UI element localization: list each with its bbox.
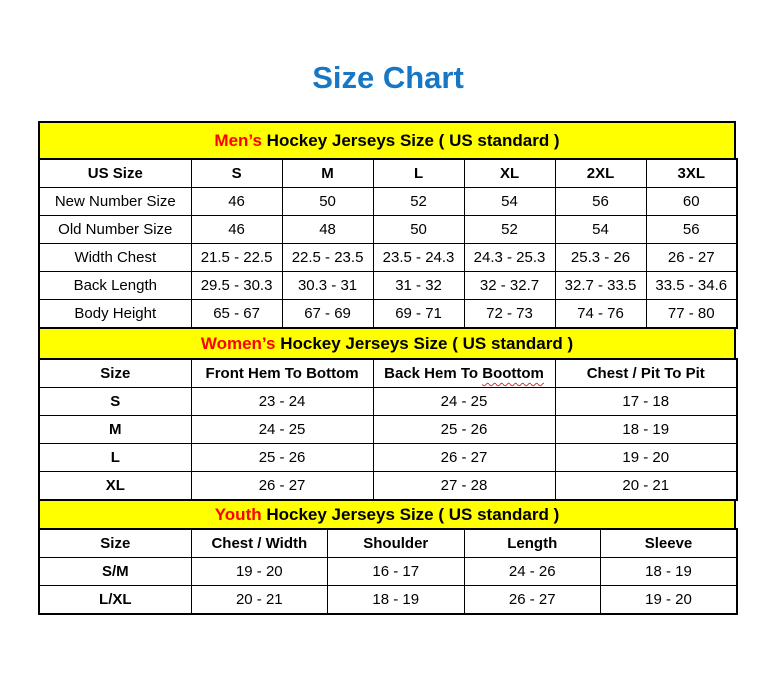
column-header: US Size bbox=[39, 159, 191, 188]
size-value: 26 - 27 bbox=[646, 244, 737, 272]
column-header: Sleeve bbox=[600, 529, 737, 558]
youth-size-table bbox=[38, 528, 738, 615]
table-row bbox=[39, 244, 737, 272]
header-row bbox=[39, 529, 737, 558]
row-label: S bbox=[39, 388, 191, 416]
table-row bbox=[39, 272, 737, 300]
band-category-label: Women’s bbox=[200, 333, 276, 353]
size-value: 19 - 20 bbox=[600, 586, 737, 615]
size-chart-tables bbox=[38, 121, 736, 615]
table-row bbox=[39, 558, 737, 586]
table-header bbox=[39, 159, 737, 188]
table-row bbox=[39, 388, 737, 416]
size-value: 26 - 27 bbox=[464, 586, 600, 615]
size-value: 50 bbox=[373, 216, 464, 244]
table-row bbox=[39, 188, 737, 216]
womens-size-table bbox=[38, 358, 738, 501]
column-header: 2XL bbox=[555, 159, 646, 188]
table-row bbox=[39, 444, 737, 472]
size-value: 25 - 26 bbox=[191, 444, 373, 472]
misspelled-word: Boottom bbox=[482, 365, 544, 382]
size-value: 60 bbox=[646, 188, 737, 216]
column-header: Length bbox=[464, 529, 600, 558]
size-value: 33.5 - 34.6 bbox=[646, 272, 737, 300]
column-header: Chest / Pit To Pit bbox=[555, 359, 737, 388]
size-value: 29.5 - 30.3 bbox=[191, 272, 282, 300]
size-value: 19 - 20 bbox=[555, 444, 737, 472]
column-header: Front Hem To Bottom bbox=[191, 359, 373, 388]
band-title-text: Hockey Jerseys Size ( US standard ) bbox=[275, 333, 574, 353]
size-value: 30.3 - 31 bbox=[282, 272, 373, 300]
table-row bbox=[39, 472, 737, 501]
size-value: 20 - 21 bbox=[191, 586, 327, 615]
column-header: Chest / Width bbox=[191, 529, 327, 558]
column-header: Shoulder bbox=[328, 529, 464, 558]
size-value: 48 bbox=[282, 216, 373, 244]
size-value: 18 - 19 bbox=[555, 416, 737, 444]
size-value: 31 - 32 bbox=[373, 272, 464, 300]
size-value: 18 - 19 bbox=[328, 586, 464, 615]
column-header: L bbox=[373, 159, 464, 188]
header-row bbox=[39, 359, 737, 388]
size-value: 50 bbox=[282, 188, 373, 216]
size-value: 20 - 21 bbox=[555, 472, 737, 501]
size-value: 25 - 26 bbox=[373, 416, 555, 444]
size-value: 23.5 - 24.3 bbox=[373, 244, 464, 272]
row-label: Width Chest bbox=[39, 244, 191, 272]
size-value: 32.7 - 33.5 bbox=[555, 272, 646, 300]
size-value: 22.5 - 23.5 bbox=[282, 244, 373, 272]
size-value: 18 - 19 bbox=[600, 558, 737, 586]
size-value: 69 - 71 bbox=[373, 300, 464, 329]
row-label: L/XL bbox=[39, 586, 191, 615]
band-category-label: Men’s bbox=[214, 130, 262, 150]
size-value: 74 - 76 bbox=[555, 300, 646, 329]
band-category-label: Youth bbox=[214, 504, 262, 524]
row-label: Back Length bbox=[39, 272, 191, 300]
youth-section bbox=[38, 499, 736, 615]
size-value: 26 - 27 bbox=[191, 472, 373, 501]
size-value: 56 bbox=[555, 188, 646, 216]
band-title-text: Hockey Jerseys Size ( US standard ) bbox=[261, 504, 560, 524]
size-value: 72 - 73 bbox=[464, 300, 555, 329]
size-value: 46 bbox=[191, 188, 282, 216]
size-value: 54 bbox=[464, 188, 555, 216]
table-row bbox=[39, 586, 737, 615]
size-value: 67 - 69 bbox=[282, 300, 373, 329]
column-header: 3XL bbox=[646, 159, 737, 188]
column-header: Back Hem To Boottom bbox=[373, 359, 555, 388]
header-row bbox=[39, 159, 737, 188]
column-header: S bbox=[191, 159, 282, 188]
size-value: 24 - 26 bbox=[464, 558, 600, 586]
column-header: XL bbox=[464, 159, 555, 188]
size-value: 25.3 - 26 bbox=[555, 244, 646, 272]
mens-section bbox=[38, 121, 736, 329]
size-value: 27 - 28 bbox=[373, 472, 555, 501]
size-value: 17 - 18 bbox=[555, 388, 737, 416]
size-value: 16 - 17 bbox=[328, 558, 464, 586]
row-label: M bbox=[39, 416, 191, 444]
size-value: 52 bbox=[464, 216, 555, 244]
size-value: 24 - 25 bbox=[373, 388, 555, 416]
row-label: L bbox=[39, 444, 191, 472]
size-value: 19 - 20 bbox=[191, 558, 327, 586]
womens-section bbox=[38, 327, 736, 501]
womens-section-band bbox=[38, 327, 736, 360]
table-row bbox=[39, 216, 737, 244]
row-label: XL bbox=[39, 472, 191, 501]
table-header bbox=[39, 359, 737, 388]
youth-section-band bbox=[38, 499, 736, 530]
column-header: M bbox=[282, 159, 373, 188]
table-row bbox=[39, 300, 737, 329]
size-value: 23 - 24 bbox=[191, 388, 373, 416]
size-value: 65 - 67 bbox=[191, 300, 282, 329]
size-value: 54 bbox=[555, 216, 646, 244]
size-value: 21.5 - 22.5 bbox=[191, 244, 282, 272]
table-body bbox=[39, 188, 737, 329]
table-row bbox=[39, 416, 737, 444]
size-value: 26 - 27 bbox=[373, 444, 555, 472]
size-value: 24 - 25 bbox=[191, 416, 373, 444]
band-title-text: Hockey Jerseys Size ( US standard ) bbox=[261, 130, 560, 150]
size-value: 32 - 32.7 bbox=[464, 272, 555, 300]
row-label: Old Number Size bbox=[39, 216, 191, 244]
size-value: 77 - 80 bbox=[646, 300, 737, 329]
size-value: 24.3 - 25.3 bbox=[464, 244, 555, 272]
mens-section-band bbox=[38, 121, 736, 160]
table-body bbox=[39, 388, 737, 501]
row-label: Body Height bbox=[39, 300, 191, 329]
table-header bbox=[39, 529, 737, 558]
column-header: Size bbox=[39, 359, 191, 388]
size-value: 46 bbox=[191, 216, 282, 244]
column-header: Size bbox=[39, 529, 191, 558]
row-label: New Number Size bbox=[39, 188, 191, 216]
size-value: 56 bbox=[646, 216, 737, 244]
page-title: Size Chart bbox=[312, 60, 464, 95]
row-label: S/M bbox=[39, 558, 191, 586]
mens-size-table bbox=[38, 158, 738, 329]
size-value: 52 bbox=[373, 188, 464, 216]
table-body bbox=[39, 558, 737, 615]
